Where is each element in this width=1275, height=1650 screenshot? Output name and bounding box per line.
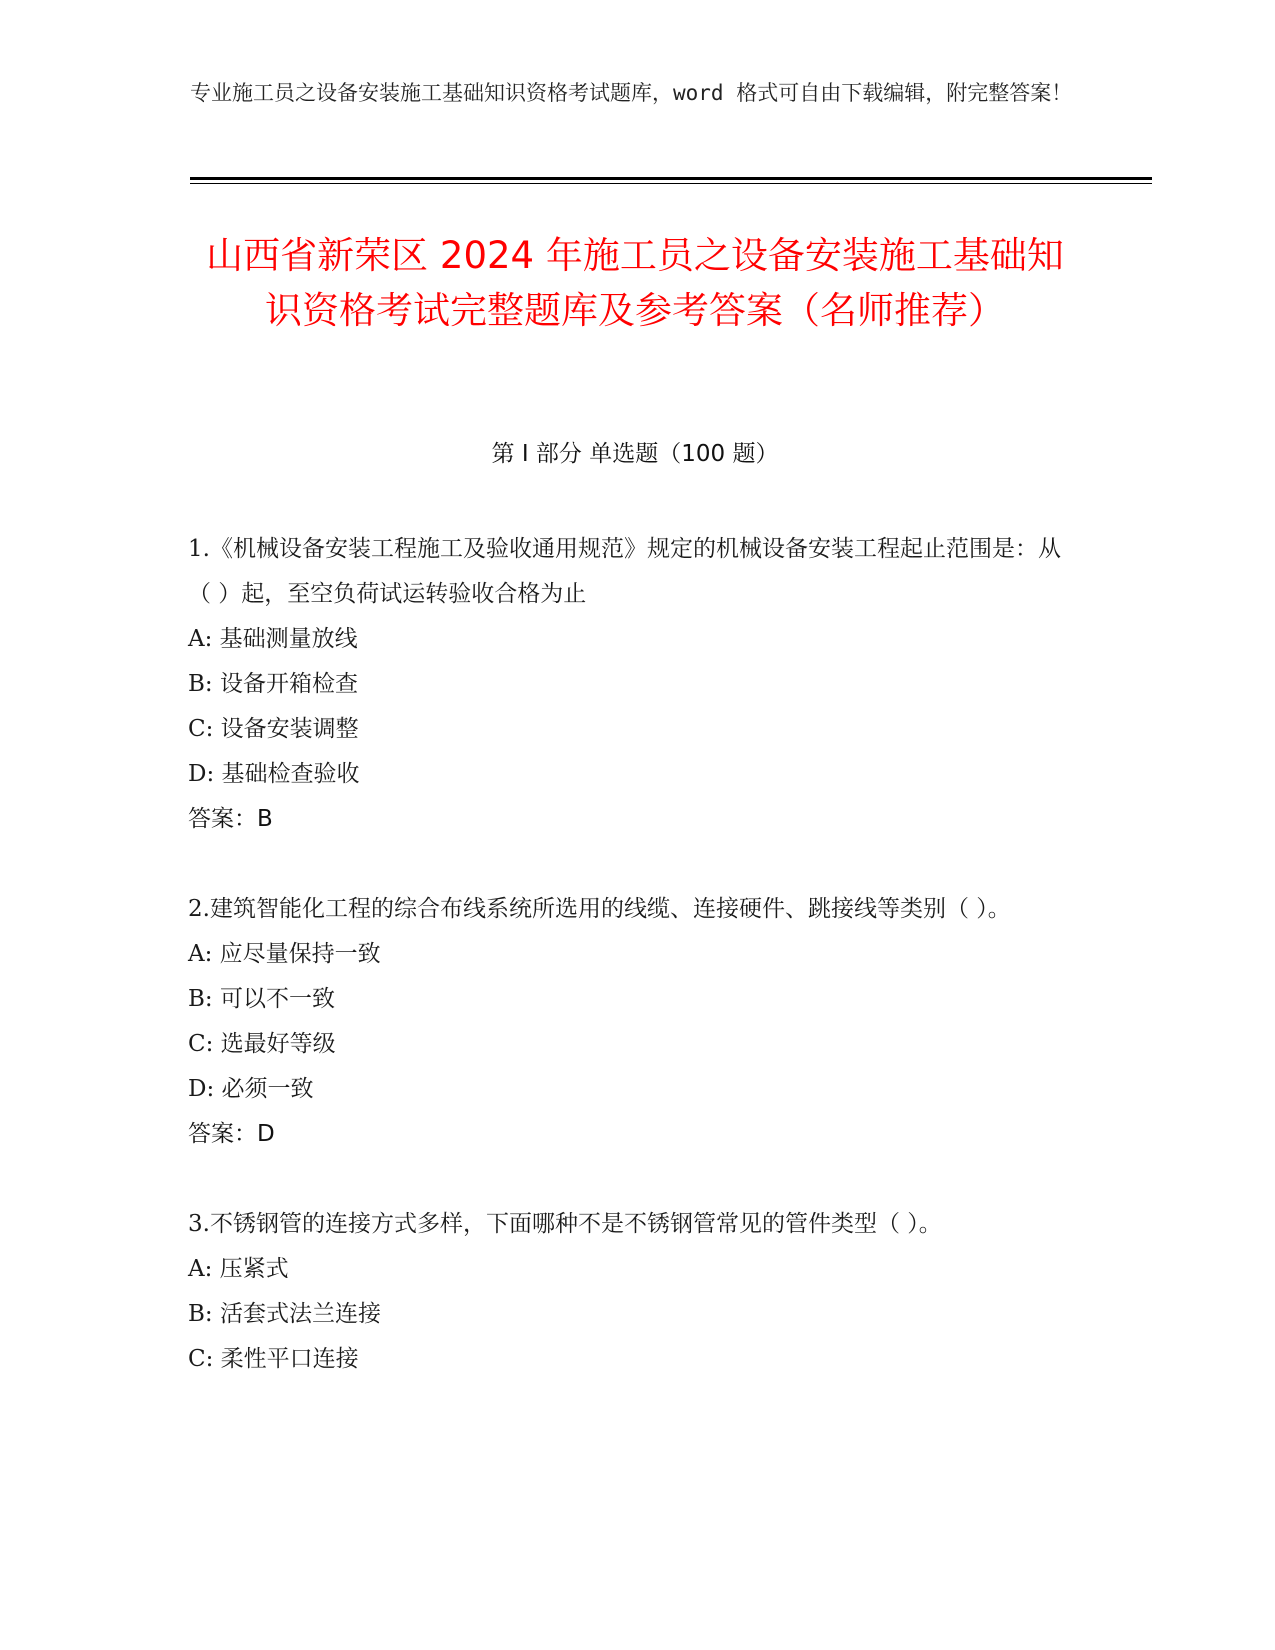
answer-line: 答案：D bbox=[188, 1121, 275, 1147]
question-stem: 1.《机械设备安装工程施工及验收通用规范》规定的机械设备安装工程起止范围是：从（ ）起，至空负荷试运转验收合格为止 bbox=[188, 536, 1061, 607]
option-b: B: 设备开箱检查 bbox=[188, 671, 358, 697]
option-b: B: 可以不一致 bbox=[188, 986, 335, 1012]
header-divider-thick bbox=[190, 177, 1152, 180]
question-2 bbox=[188, 887, 1068, 1157]
header-note: 专业施工员之设备安装施工基础知识资格考试题库，word 格式可自由下载编辑，附完整答案！ bbox=[190, 81, 1073, 105]
option-c: C: 设备安装调整 bbox=[188, 716, 359, 742]
option-b: B: 活套式法兰连接 bbox=[188, 1301, 381, 1327]
option-c: C: 选最好等级 bbox=[188, 1031, 336, 1057]
option-a: A: 基础测量放线 bbox=[188, 626, 358, 652]
option-c: C: 柔性平口连接 bbox=[188, 1346, 359, 1372]
question-stem: 2.建筑智能化工程的综合布线系统所选用的线缆、连接硬件、跳接线等类别（ ）。 bbox=[188, 896, 1011, 922]
section-heading: 第 I 部分 单选题（100 题） bbox=[491, 441, 779, 467]
question-stem: 3.不锈钢管的连接方式多样，下面哪种不是不锈钢管常见的管件类型（ ）。 bbox=[188, 1211, 942, 1237]
option-a: A: 压紧式 bbox=[188, 1256, 289, 1282]
option-d: D: 必须一致 bbox=[188, 1076, 314, 1102]
question-list bbox=[188, 527, 1068, 1427]
option-a: A: 应尽量保持一致 bbox=[188, 941, 381, 967]
question-3 bbox=[188, 1202, 1068, 1382]
question-1 bbox=[188, 527, 1068, 842]
header-divider-thin bbox=[190, 183, 1152, 184]
document-title: 山西省新荣区 2024 年施工员之设备安装施工基础知识资格考试完整题库及参考答案（名师推荐） bbox=[206, 234, 1064, 332]
option-d: D: 基础检查验收 bbox=[188, 761, 360, 787]
answer-line: 答案：B bbox=[188, 806, 273, 832]
